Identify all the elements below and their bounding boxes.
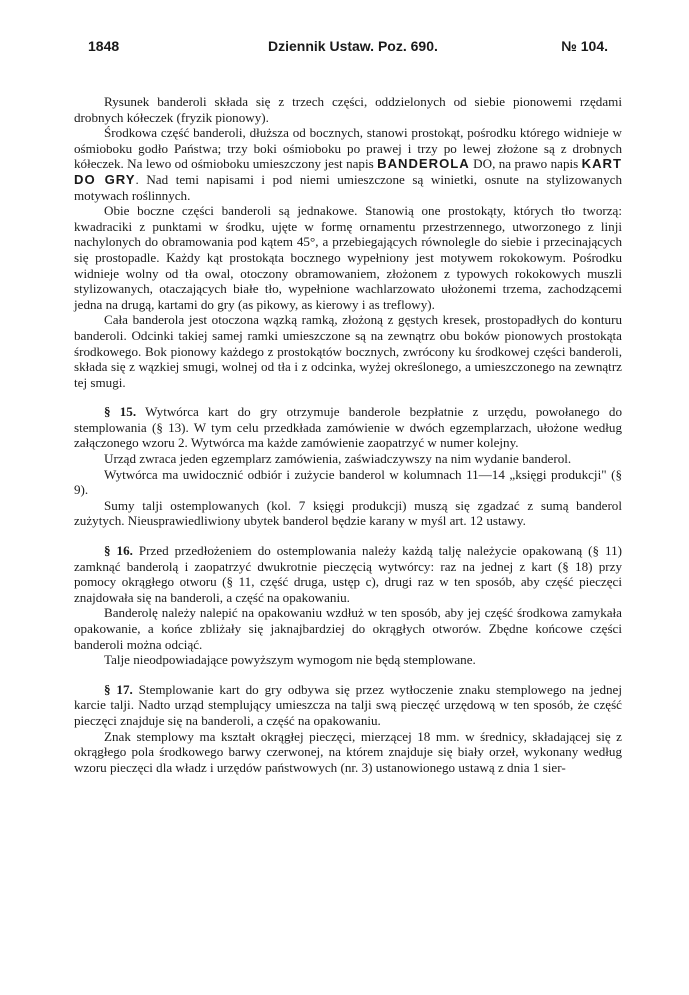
section-number: § 15. <box>104 404 137 420</box>
issue-number: № 104. <box>561 38 608 54</box>
paragraph-text: Obie boczne części banderoli są jednakowe. Stanowią one prostokąty, których tło tworzą: kwadraciki z punktami w środku, ujęte w formę ornamentu przestrzennego, utworzonego z linji nachylonych do obramowania pod kątem 45°, a przebiegających równolegle do siebie i przecinających się prostopadle. Każdy kąt prostokąta bocznego wypełniony jest motywem rokokowym. Pośrodku widnieje wolny od tła owal, otoczony obramowaniem, złożonem z typowych rokokowych muszli stylizowanych, otaczających białe tło, wypełnione wachlarzowato ułożonemi trzema, zachodzącemi jedna na drugą, kartami do gry (as pikowy, as kierowy i as treflowy). <box>74 203 622 312</box>
paragraph-text: Wytwórca kart do gry otrzymuje banderole bezpłatnie z urzędu, powołanego do stemplowania (§ 13). W tym celu przedkłada zamówienie w dwóch egzemplarzach, ułożone według załączonego wzoru 2. Wytwórca ma każde zamówienie zaopatrzyć w numer kolejny. <box>74 404 623 451</box>
section-paragraph <box>74 682 622 729</box>
paragraph-text: Talje nieodpowiadające powyższym wymogom nie będą stemplowane. <box>104 652 476 668</box>
paragraph <box>74 729 622 776</box>
section-number: § 16. <box>104 543 133 559</box>
paragraph-text: Banderolę należy nalepić na opakowaniu wzdłuż w ten sposób, aby jej część środkowa zamykała opakowanie, a końce zbliżały się jaknajbardziej do okrągłych otworów. Zbędne końcowe części banderoli można odciąć. <box>74 605 622 652</box>
paragraph-text: Rysunek banderoli składa się z trzech części, oddzielonych od siebie pionowemi rzędami drobnych kółeczek (fryzik pionowy). <box>74 94 622 125</box>
paragraph <box>74 498 622 529</box>
paragraph-text: Przed przedłożeniem do ostemplowania należy każdą talję należycie opakowaną (§ 11) zamknąć banderolą i zaopatrzyć dwukrotnie pieczęcią wytwórcy: raz na jednej z kart (§ 18) przy pomocy okrągłego otworu (§ 11, część druga, ustęp c), drugi raz w ten sposób, aby część pieczęci znajdowała się na banderoli, a część na opakowaniu. <box>74 543 622 605</box>
journal-title: Dziennik Ustaw. Poz. 690. <box>268 38 438 54</box>
paragraph-text: Środkowa część banderoli, dłuższa od bocznych, stanowi prostokąt, pośrodku którego widnieje w ośmioboku godło Państwa; trzy boki ośmioboku po prawej i trzy po lewej złożone są z drobnych kółeczek. Na lewo od ośmioboku umieszczony jest napis <box>74 125 622 172</box>
paragraph-text: Sumy talji ostemplowanych (kol. 7 księgi produkcji) muszą się zgadzać z sumą banderol zużytych. Nieusprawiedliwiony ubytek banderol będzie karany w myśl art. 12 ustawy. <box>74 497 622 529</box>
emphasized-inscription: BANDEROLA <box>377 156 470 172</box>
section-number: § 17. <box>104 681 133 697</box>
paragraph-text: Wytwórca ma uwidocznić odbiór i zużycie banderol w kolumnach 11—14 „księgi produkcji" (§ 9). <box>74 466 622 498</box>
paragraph <box>74 94 622 125</box>
paragraph <box>74 203 622 312</box>
section-paragraph <box>74 404 622 451</box>
paragraph <box>74 467 622 498</box>
paragraph-text: Urząd zwraca jeden egzemplarz zamówienia, zaświadczywszy na nim wydanie banderol. <box>104 451 572 467</box>
paragraph-text: . Nad temi napisami i pod niemi umieszczone są winietki, osnute na stylizowanych motywach roślinnych. <box>74 171 622 203</box>
paragraph <box>74 605 622 652</box>
paragraph-text: Stemplowanie kart do gry odbywa się przez wytłoczenie znaku stemplowego na jednej karcie talji. Nadto urząd stemplujący umieszcza na talji swą pieczęć urzędową w ten sposób, że część pieczęci znajduje się na banderoli, a część na opakowaniu. <box>74 681 622 728</box>
paragraph-text: Cała banderola jest otoczona wązką ramką, złożoną z gęstych kresek, prostopadłych do konturu banderoli. Odcinki takiej samej ramki umieszczone są na zewnątrz obu boków pionowych prostokąta środkowego. Bok pionowy każdego z prostokątów bocznych, zwrócony ku środkowej części banderoli, składa się z wązkiej smugi, wolnej od tła i z odcinka, wyżej określonego, a umieszczonego na zewnątrz tej smugi. <box>74 312 622 390</box>
paragraph <box>74 652 622 668</box>
paragraph-text: Znak stemplowy ma kształt okrągłej pieczęci, mierzącej 18 mm. w średnicy, składającej się z okrągłego pola środkowego barwy czerwonej, na którem znajduje się biały orzeł, wykonany według wzoru pieczęci dla władz i urzędów państwowych (nr. 3) ustanowionego ustawą z dnia 1 sier- <box>74 728 622 775</box>
emphasized-inscription: KART DO GRY <box>74 156 622 187</box>
paragraph <box>74 125 622 203</box>
document-body <box>74 94 622 775</box>
paragraph <box>74 451 622 467</box>
section-paragraph <box>74 543 622 605</box>
paragraph-text: DO, na prawo napis <box>469 156 582 172</box>
page-header <box>88 36 608 58</box>
paragraph <box>74 312 622 390</box>
page-number: 1848 <box>88 38 120 54</box>
